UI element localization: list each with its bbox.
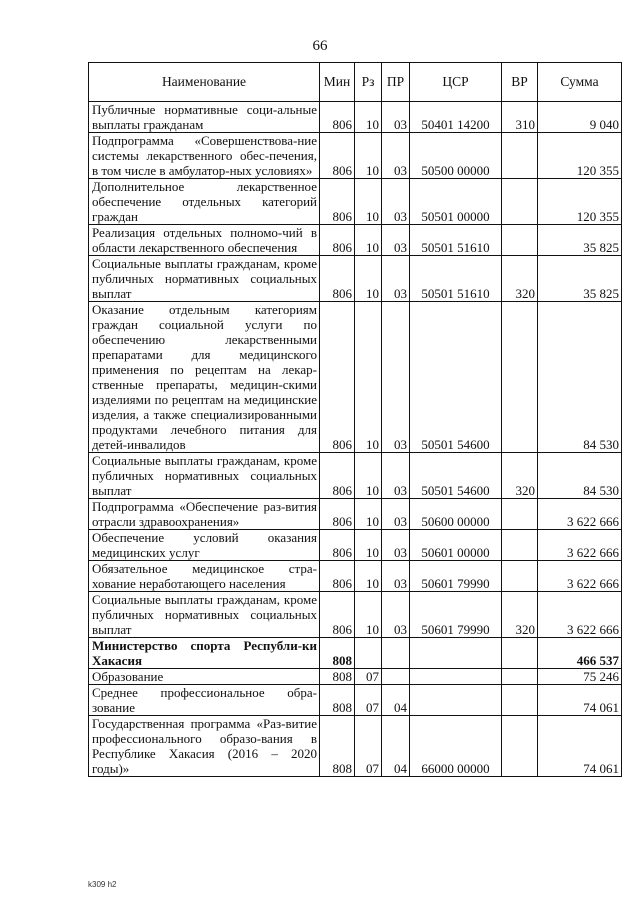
cell-sum: 466 537 (538, 638, 622, 669)
cell-rz: 10 (355, 530, 382, 561)
cell-min: 808 (320, 685, 355, 716)
cell-pr: 03 (382, 179, 410, 225)
cell-name: Оказание отдельным категориям граждан социальной услуги по обеспечению лекарственными препаратами для медицинского применения по рецептам на лекар-ственные препараты, медицин-скими изделиями по рецептам на медицинские изделия, а также специализированными продуктами лечебного питания для детей-инвалидов (89, 302, 320, 453)
table-row (89, 592, 622, 638)
cell-pr: 03 (382, 102, 410, 133)
cell-sum: 3 622 666 (538, 592, 622, 638)
cell-name: Обязательное медицинское стра-хование неработающего населения (89, 561, 320, 592)
cell-name: Социальные выплаты гражданам, кроме публичных нормативных социальных выплат (89, 256, 320, 302)
cell-rz: 10 (355, 133, 382, 179)
table-row (89, 716, 622, 777)
cell-pr (382, 669, 410, 685)
cell-min: 806 (320, 530, 355, 561)
header-rz: Рз (355, 63, 382, 102)
cell-min: 806 (320, 256, 355, 302)
cell-pr: 03 (382, 256, 410, 302)
cell-vr (502, 530, 538, 561)
table-row (89, 453, 622, 499)
cell-name: Государственная программа «Раз-витие профессионального образо-вания в Республике Хакасия (2016 – 2020 годы)» (89, 716, 320, 777)
cell-pr: 03 (382, 561, 410, 592)
cell-sum: 84 530 (538, 453, 622, 499)
cell-sum: 9 040 (538, 102, 622, 133)
cell-name: Социальные выплаты гражданам, кроме публичных нормативных социальных выплат (89, 592, 320, 638)
cell-name: Подпрограмма «Обеспечение раз-вития отрасли здравоохранения» (89, 499, 320, 530)
cell-sum: 3 622 666 (538, 530, 622, 561)
cell-rz: 10 (355, 102, 382, 133)
cell-vr (502, 716, 538, 777)
cell-rz: 10 (355, 256, 382, 302)
cell-pr: 04 (382, 685, 410, 716)
cell-min: 806 (320, 499, 355, 530)
cell-sum: 74 061 (538, 716, 622, 777)
cell-min: 806 (320, 561, 355, 592)
cell-min: 808 (320, 638, 355, 669)
table-row (89, 102, 622, 133)
header-vr: ВР (502, 63, 538, 102)
cell-rz: 07 (355, 685, 382, 716)
cell-rz: 07 (355, 716, 382, 777)
table-row (89, 179, 622, 225)
cell-rz: 10 (355, 302, 382, 453)
cell-pr: 03 (382, 592, 410, 638)
header-min: Мин (320, 63, 355, 102)
cell-csr: 50500 00000 (410, 133, 502, 179)
cell-sum: 3 622 666 (538, 561, 622, 592)
cell-min: 806 (320, 302, 355, 453)
table-row (89, 561, 622, 592)
cell-min: 808 (320, 716, 355, 777)
cell-csr (410, 685, 502, 716)
cell-csr: 50600 00000 (410, 499, 502, 530)
cell-csr: 50601 00000 (410, 530, 502, 561)
cell-name: Образование (89, 669, 320, 685)
cell-pr: 03 (382, 453, 410, 499)
cell-sum: 120 355 (538, 133, 622, 179)
cell-csr (410, 638, 502, 669)
page-number: 66 (312, 38, 328, 54)
cell-sum: 35 825 (538, 225, 622, 256)
cell-vr (502, 669, 538, 685)
cell-sum: 3 622 666 (538, 499, 622, 530)
cell-pr: 03 (382, 499, 410, 530)
cell-min: 806 (320, 225, 355, 256)
cell-csr: 50501 51610 (410, 256, 502, 302)
cell-pr: 03 (382, 133, 410, 179)
cell-pr (382, 638, 410, 669)
cell-rz: 10 (355, 499, 382, 530)
table-row (89, 133, 622, 179)
cell-pr: 03 (382, 302, 410, 453)
cell-name: Социальные выплаты гражданам, кроме публичных нормативных социальных выплат (89, 453, 320, 499)
cell-csr: 66000 00000 (410, 716, 502, 777)
cell-name: Публичные нормативные соци-альные выплаты гражданам (89, 102, 320, 133)
cell-name: Подпрограмма «Совершенствова-ние системы лекарственного обес-печения, в том числе в амбулатор-ных условиях» (89, 133, 320, 179)
cell-rz (355, 638, 382, 669)
cell-csr (410, 669, 502, 685)
cell-min: 806 (320, 592, 355, 638)
cell-min: 806 (320, 179, 355, 225)
cell-rz: 10 (355, 561, 382, 592)
table-row (89, 669, 622, 685)
cell-vr (502, 561, 538, 592)
cell-csr: 50601 79990 (410, 592, 502, 638)
cell-vr (502, 638, 538, 669)
table-row (89, 302, 622, 453)
header-pr: ПР (382, 63, 410, 102)
table-row (89, 685, 622, 716)
table-row (89, 499, 622, 530)
header-csr: ЦСР (410, 63, 502, 102)
cell-sum: 74 061 (538, 685, 622, 716)
table-row (89, 256, 622, 302)
cell-sum: 84 530 (538, 302, 622, 453)
cell-rz: 10 (355, 592, 382, 638)
cell-sum: 35 825 (538, 256, 622, 302)
cell-vr (502, 302, 538, 453)
header-name: Наименование (89, 63, 320, 102)
cell-csr: 50601 79990 (410, 561, 502, 592)
cell-rz: 10 (355, 179, 382, 225)
header-sum: Сумма (538, 63, 622, 102)
footer-mark: k309 h2 (88, 880, 117, 889)
cell-csr: 50501 51610 (410, 225, 502, 256)
cell-rz: 07 (355, 669, 382, 685)
cell-rz: 10 (355, 453, 382, 499)
cell-csr: 50501 00000 (410, 179, 502, 225)
table-row (89, 530, 622, 561)
cell-name: Дополнительное лекарственное обеспечение отдельных категорий граждан (89, 179, 320, 225)
cell-vr: 320 (502, 256, 538, 302)
cell-vr: 320 (502, 592, 538, 638)
cell-vr: 320 (502, 453, 538, 499)
cell-name: Министерство спорта Республи-ки Хакасия (89, 638, 320, 669)
cell-rz: 10 (355, 225, 382, 256)
cell-pr: 03 (382, 530, 410, 561)
cell-vr (502, 179, 538, 225)
cell-csr: 50501 54600 (410, 302, 502, 453)
cell-vr: 310 (502, 102, 538, 133)
cell-vr (502, 133, 538, 179)
table-row (89, 638, 622, 669)
cell-csr: 50401 14200 (410, 102, 502, 133)
cell-min: 806 (320, 102, 355, 133)
cell-min: 808 (320, 669, 355, 685)
cell-name: Реализация отдельных полномо-чий в области лекарственного обеспечения (89, 225, 320, 256)
table-header-row (89, 63, 622, 102)
cell-min: 806 (320, 133, 355, 179)
cell-csr: 50501 54600 (410, 453, 502, 499)
cell-pr: 04 (382, 716, 410, 777)
cell-name: Обеспечение условий оказания медицинских услуг (89, 530, 320, 561)
cell-sum: 120 355 (538, 179, 622, 225)
cell-sum: 75 246 (538, 669, 622, 685)
cell-vr (502, 685, 538, 716)
budget-table (88, 62, 622, 777)
cell-name: Среднее профессиональное обра-зование (89, 685, 320, 716)
cell-min: 806 (320, 453, 355, 499)
cell-pr: 03 (382, 225, 410, 256)
table-row (89, 225, 622, 256)
cell-vr (502, 225, 538, 256)
cell-vr (502, 499, 538, 530)
